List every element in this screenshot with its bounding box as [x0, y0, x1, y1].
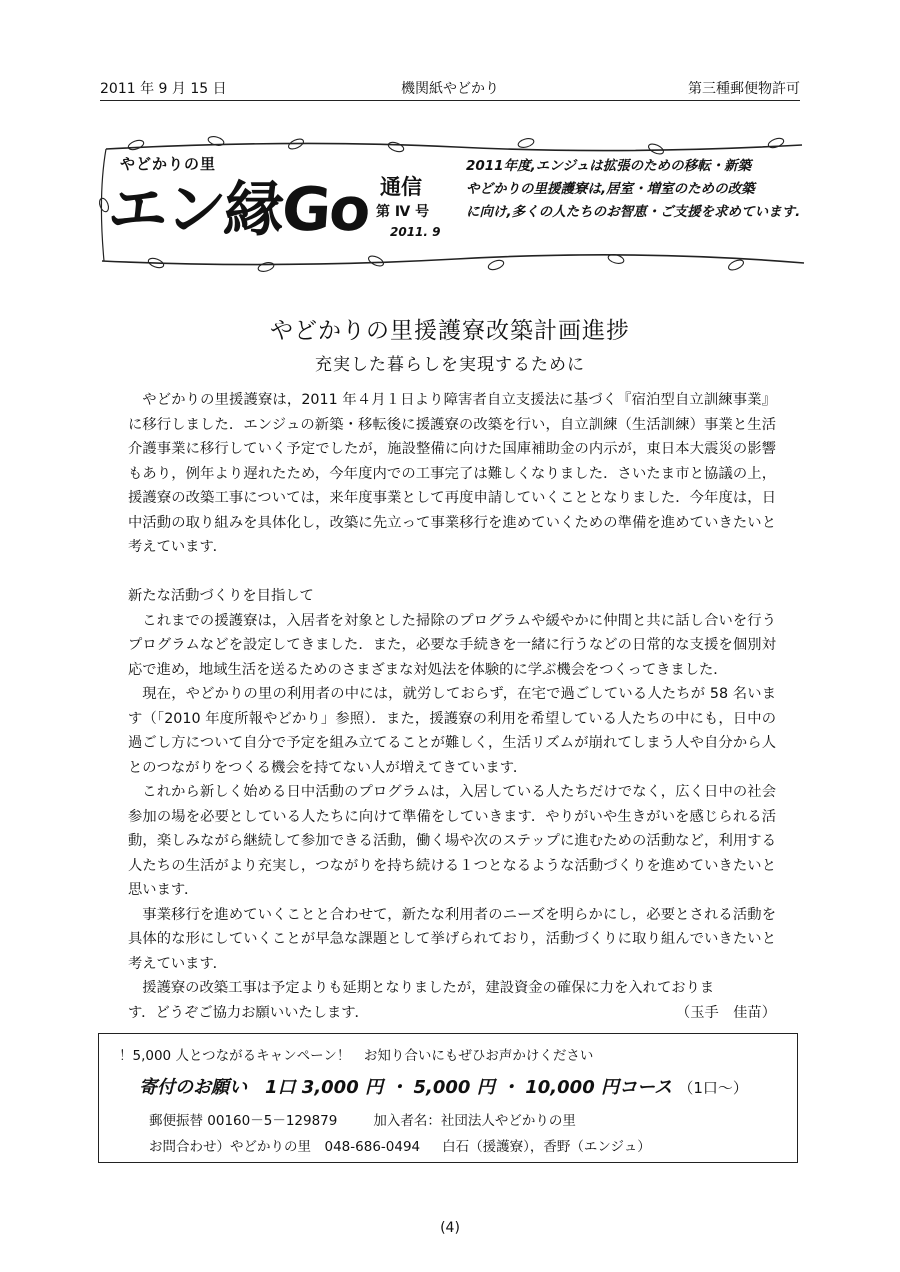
- paragraph-end: す．どうぞご協力お願いいたします．: [128, 1004, 369, 1021]
- campaign-box: [98, 1033, 798, 1163]
- page-number: (4): [440, 1220, 460, 1236]
- article-title: やどかりの里援護寮改築計画進捗: [270, 318, 630, 344]
- banner-message-line: 2011年度,エンジュは拡張のための移転・新築: [466, 158, 752, 174]
- banner-message: [466, 155, 806, 224]
- author-signature: （玉手 佳苗）: [675, 1004, 776, 1021]
- campaign-headline: ！5,000 人とつながるキャンペーン！ お知り合いにもぜひお声かけください: [119, 1048, 594, 1064]
- banner-message-line: やどかりの里援護寮は,居室・増室のための改築: [466, 181, 755, 197]
- inquiry-info: [149, 1135, 651, 1155]
- account-holder: 加入者名：社団法人やどかりの里: [373, 1113, 576, 1129]
- paragraph: 現在，やどかりの里の利用者の中には，就労しておらず，在宅で過ごしている人たちが 58 名います（「2010 年度所報やどかり」参照）．また，援護寮の利用を希望している人たちの中にも，日中の過ごし方について自分で予定を組み立てることが難しく，生活リズムが崩れてしまう人や自分から人とのつながりをつくる機会を持てない人が増えてきています．: [128, 686, 776, 776]
- banner-issue-date: 2011. 9: [390, 225, 441, 239]
- paragraph: やどかりの里援護寮は，2011 年４月１日より障害者自立支援法に基づく『宿泊型自立訓練事業』に移行しました．エンジュの新築・移転後に援護寮の改築を行い，自立訓練（生活訓練）事業と生活介護事業に移行していく予定でしたが，施設整備に向けた国庫補助金の内示が，東日本大震災の影響もあり，例年より遅れたため，今年度内での工事完了は難しくなりました．さいたま市と協議の上，援護寮の改築工事については，来年度事業として再度申請していくこととなりました．今年度は，日中活動の取り組みを具体化し，改築に先立って事業移行を進めていくための準備を進めていきたいと考えています．: [128, 392, 776, 555]
- closing-line: [128, 1001, 776, 1026]
- header-date: 2011 年 9 月 15 日: [100, 81, 227, 97]
- paragraph: 事業移行を進めていくことと合わせて，新たな利用者のニーズを明らかにし，必要とされる活動を具体的な形にしていくことが早急な課題として挙げられており，活動づくりに取り組んでいきたいと考えています．: [128, 906, 776, 972]
- paragraph: これまでの援護寮は，入居者を対象とした掃除のプログラムや緩やかに仲間と共に話し合いを行うプログラムなどを設定してきました．また，必要な手続きを一緒に行うなどの日常的な支援を個別対応で進め，地域生活を送るためのさまざまな対処法を体験的に学ぶ機会をつくってきました．: [128, 612, 776, 678]
- section-heading: 新たな活動づくりを目指して: [128, 588, 314, 604]
- inquiry-persons: 白石（援護寮），香野（エンジュ）: [442, 1139, 651, 1155]
- inquiry-contact: お問合わせ）やどかりの里 048-686-0494: [149, 1139, 421, 1155]
- header-publication: 機関紙やどかり: [401, 81, 499, 97]
- postal-info: [149, 1109, 576, 1129]
- banner-issue-number: 第 Ⅳ 号: [376, 204, 430, 220]
- paragraph: これから新しく始める日中活動のプログラムは，入居している人たちだけでなく，広く日中の社会参加の場を必要としている人たちに向けて準備をしていきます．やりがいや生きがいを感じられる活動，楽しみながら継続して参加できる活動，働く場や次のステップに進むための活動など，利用する人たちの生活がより充実し，つながりを持ち続ける１つとなるような活動づくりを進めていきたいと思います．: [128, 784, 776, 898]
- donation-note: （1口〜）: [678, 1079, 748, 1097]
- banner-tsushin: 通信: [380, 175, 422, 199]
- newsletter-banner: [96, 135, 810, 273]
- banner-logo-title: エン縁Go: [105, 175, 371, 245]
- header-rule: [100, 100, 800, 101]
- article-body: [128, 388, 776, 1025]
- donation-request: [139, 1073, 748, 1099]
- donation-courses: 寄付のお願い 1口 3,000 円 ・ 5,000 円 ・ 10,000 円コース: [139, 1077, 673, 1098]
- banner-message-line: に向け,多くの人たちのお智恵・ご支援を求めています.: [466, 204, 801, 220]
- header-permit: 第三種郵便物許可: [688, 81, 800, 97]
- postal-transfer: 郵便振替 00160－5－129879: [149, 1113, 338, 1129]
- banner-small-title: やどかりの里: [120, 155, 217, 173]
- page-header: [100, 78, 800, 100]
- article-subtitle: 充実した暮らしを実現するために: [315, 355, 585, 375]
- paragraph: 援護寮の改築工事は予定よりも延期となりましたが，建設資金の確保に力を入れておりま: [142, 980, 715, 996]
